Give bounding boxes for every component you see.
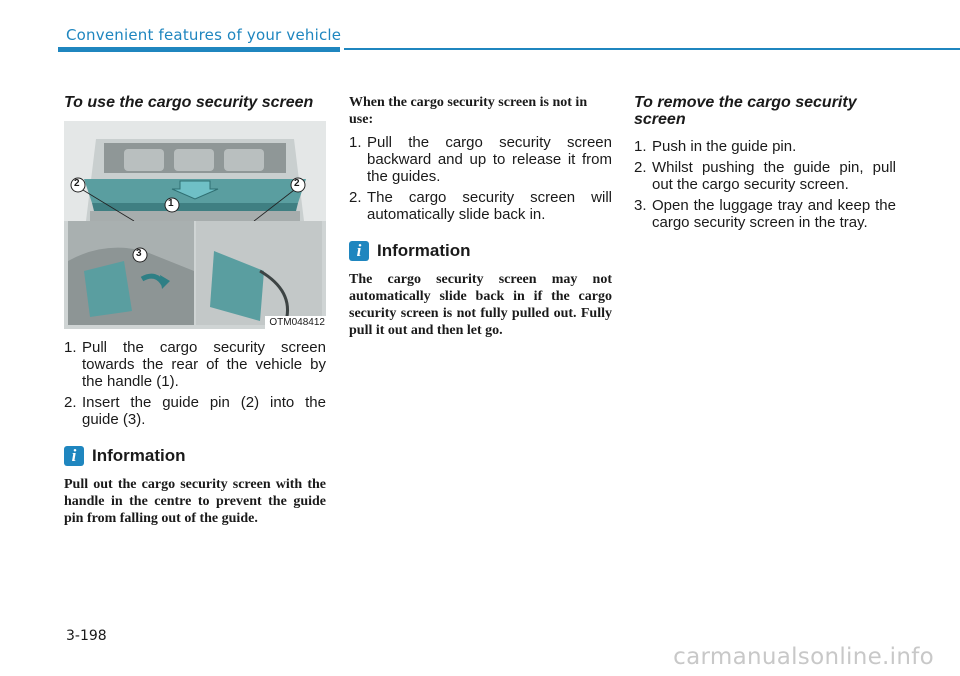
callout-label-2-right: 2 bbox=[294, 178, 300, 189]
info-icon: i bbox=[64, 446, 84, 466]
remove-steps-list bbox=[634, 138, 896, 231]
page-number: 3-198 bbox=[66, 628, 107, 644]
use-steps-list bbox=[64, 339, 326, 428]
cargo-illustration-graphic bbox=[64, 121, 326, 329]
list-item: 3. Open the luggage tray and keep the cargo security screen in the tray. bbox=[634, 197, 896, 231]
info-title: Information bbox=[92, 446, 186, 465]
info-box-left bbox=[64, 446, 326, 527]
info-box-middle bbox=[349, 241, 612, 339]
callout-label-3: 3 bbox=[136, 248, 142, 259]
info-text: The cargo security screen may not automatically slide back in if the cargo security screen is not fully pulled out. Fully pull it out and then let go. bbox=[349, 272, 612, 338]
list-item: 2. Whilst pushing the guide pin, pull out the cargo security screen. bbox=[634, 159, 896, 193]
column-right bbox=[634, 94, 896, 235]
list-item: 2. The cargo security screen will automatically slide back in. bbox=[349, 189, 612, 223]
section-heading-use: To use the cargo security screen bbox=[64, 94, 314, 111]
info-title: Information bbox=[377, 241, 471, 260]
header-rule-thick bbox=[58, 47, 340, 52]
list-item: 1. Push in the guide pin. bbox=[634, 138, 797, 155]
header-rule-thin bbox=[344, 48, 960, 50]
cargo-screen-illustration bbox=[64, 121, 326, 329]
section-header-title: Convenient features of your vehicle bbox=[66, 26, 342, 44]
watermark-text: carmanualsonline.info bbox=[673, 644, 934, 670]
column-left bbox=[64, 94, 326, 527]
callout-label-2-left: 2 bbox=[74, 178, 80, 189]
column-middle bbox=[349, 94, 612, 339]
callout-label-1: 1 bbox=[168, 198, 174, 209]
section-heading-not-in-use: When the cargo security screen is not in use: bbox=[349, 95, 588, 127]
info-text: Pull out the cargo security screen with the handle in the centre to prevent the guide pin from falling out of the guide. bbox=[64, 477, 326, 526]
list-item: 2. Insert the guide pin (2) into the guide (3). bbox=[64, 394, 326, 428]
not-in-use-steps-list bbox=[349, 134, 612, 223]
list-item: 1. Pull the cargo security screen backward and up to release it from the guides. bbox=[349, 134, 612, 185]
section-heading-remove: To remove the cargo security screen bbox=[634, 94, 857, 128]
info-icon: i bbox=[349, 241, 369, 261]
figure-code: OTM048412 bbox=[265, 316, 326, 329]
list-item: 1. Pull the cargo security screen towards the rear of the vehicle by the handle (1). bbox=[64, 339, 326, 390]
